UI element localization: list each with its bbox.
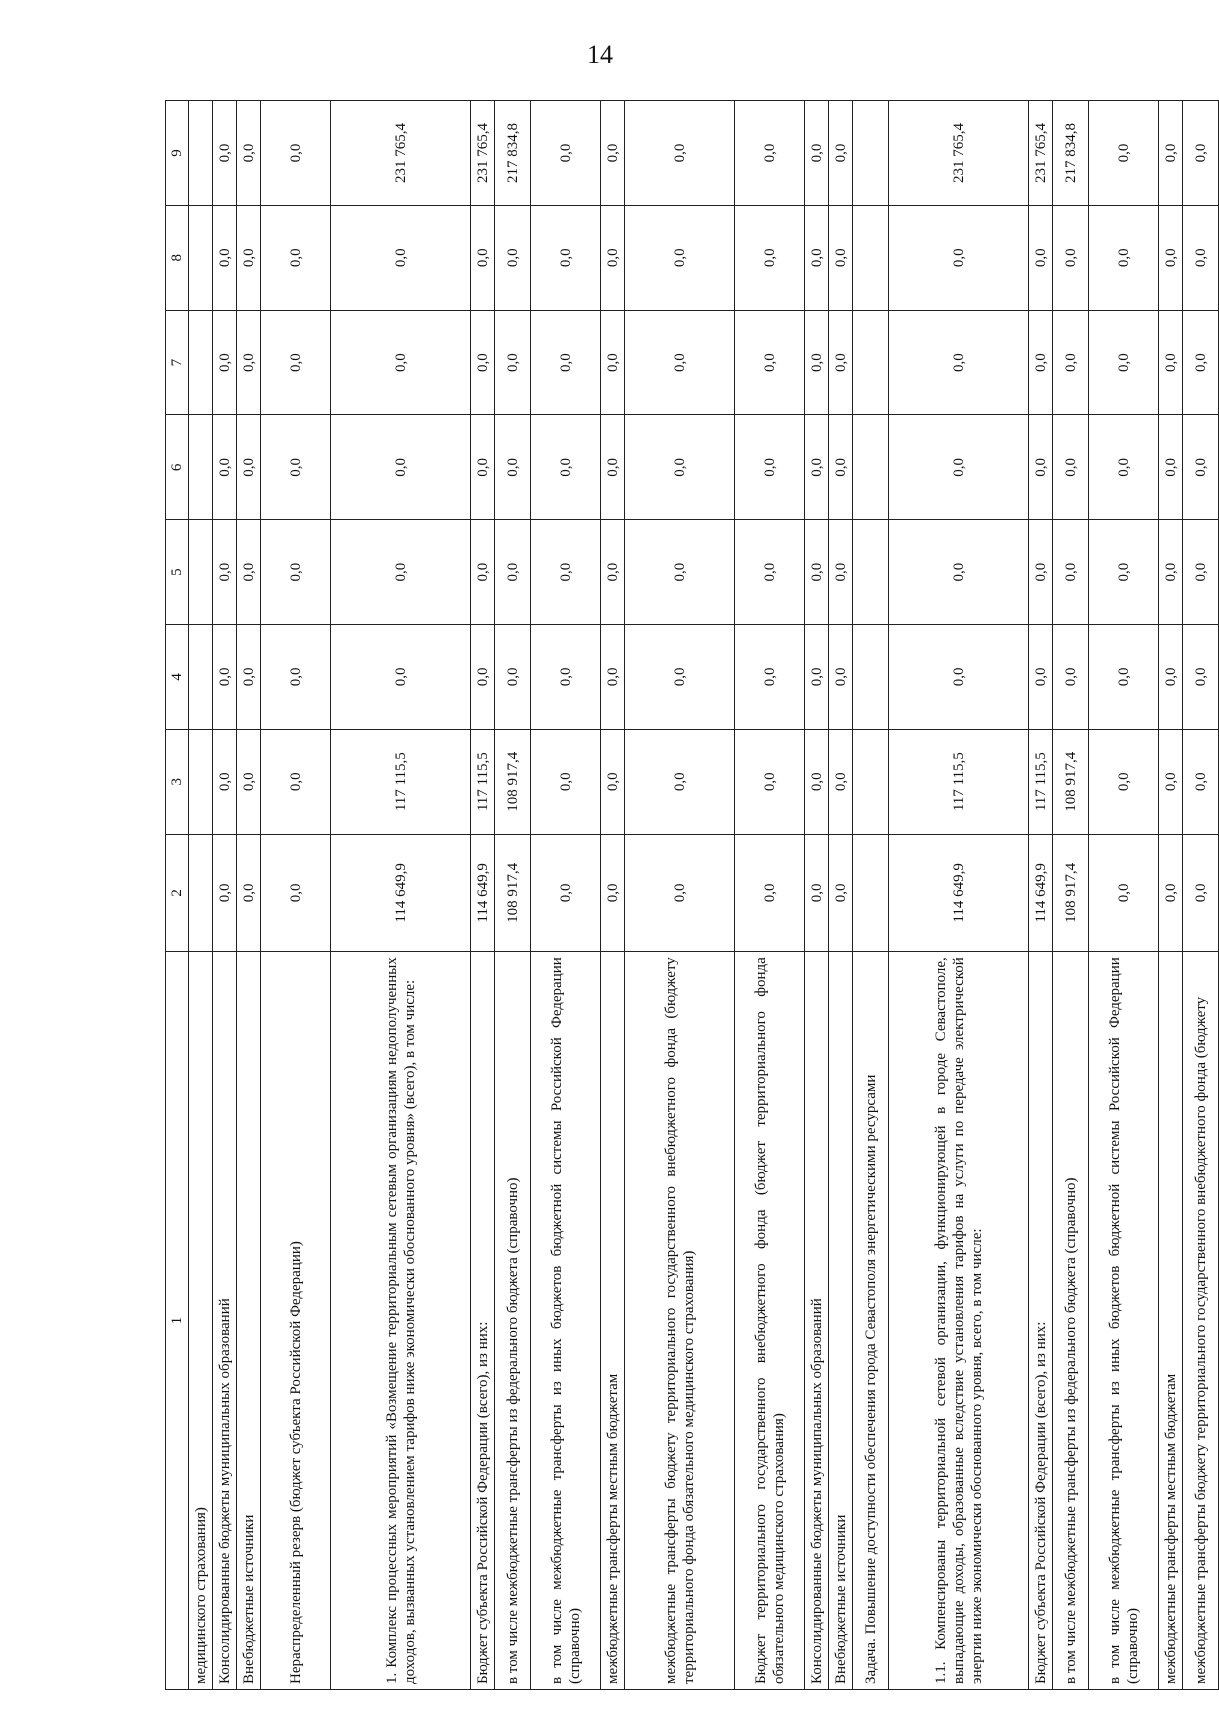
table-row [213, 101, 237, 1690]
cell-value: 0,0 [735, 101, 805, 206]
cell-value: 0,0 [331, 205, 471, 310]
cell-value: 0,0 [625, 520, 735, 625]
row-label: 1. Комплекс процессных мероприятий «Возмещение территориальным сетевым организациям недополученных доходов, вызванных установлением тарифов ниже экономически обоснованного уровня» (всего), в том числе: [331, 952, 471, 1690]
cell-value: 0,0 [805, 310, 829, 415]
cell-value: 217 834,8 [495, 101, 531, 206]
column-header: 2 [166, 834, 189, 952]
cell-value: 0,0 [213, 625, 237, 730]
cell-value: 0,0 [735, 205, 805, 310]
cell-value: 0,0 [1089, 310, 1159, 415]
cell-value: 0,0 [1183, 625, 1219, 730]
cell-value: 0,0 [889, 415, 1029, 520]
column-header: 9 [166, 101, 189, 206]
cell-value: 231 765,4 [471, 101, 495, 206]
cell-value: 0,0 [531, 205, 601, 310]
table-row [601, 101, 625, 1690]
cell-value [189, 415, 213, 520]
cell-value: 0,0 [471, 415, 495, 520]
cell-value: 0,0 [1159, 415, 1183, 520]
cell-value: 0,0 [213, 205, 237, 310]
cell-value: 0,0 [237, 310, 261, 415]
row-label: Бюджет субъекта Российской Федерации (всего), из них: [1029, 952, 1053, 1690]
cell-value: 0,0 [829, 101, 853, 206]
cell-value: 108 917,4 [1053, 729, 1089, 834]
cell-value: 0,0 [1089, 729, 1159, 834]
cell-value: 0,0 [1089, 520, 1159, 625]
cell-value: 0,0 [601, 834, 625, 952]
cell-value: 0,0 [495, 415, 531, 520]
cell-value [853, 834, 889, 952]
cell-value: 0,0 [829, 625, 853, 730]
cell-value: 0,0 [601, 520, 625, 625]
rotated-table-wrapper [165, 100, 1209, 1690]
cell-value: 0,0 [805, 625, 829, 730]
column-header: 3 [166, 729, 189, 834]
cell-value: 114 649,9 [889, 834, 1029, 952]
cell-value: 231 765,4 [889, 101, 1029, 206]
cell-value: 108 917,4 [495, 729, 531, 834]
column-header: 4 [166, 625, 189, 730]
cell-value: 0,0 [261, 310, 331, 415]
cell-value [189, 625, 213, 730]
cell-value: 0,0 [829, 520, 853, 625]
table-row [829, 101, 853, 1690]
cell-value: 0,0 [213, 310, 237, 415]
cell-value: 0,0 [1159, 729, 1183, 834]
cell-value: 0,0 [829, 310, 853, 415]
row-label: медицинского страхования) [189, 952, 213, 1690]
cell-value: 0,0 [735, 729, 805, 834]
row-label: в том числе межбюджетные трансферты из федерального бюджета (справочно) [1053, 952, 1089, 1690]
cell-value [853, 415, 889, 520]
cell-value: 0,0 [1159, 834, 1183, 952]
cell-value: 0,0 [829, 415, 853, 520]
cell-value: 0,0 [805, 101, 829, 206]
cell-value: 0,0 [625, 625, 735, 730]
cell-value: 0,0 [471, 205, 495, 310]
cell-value: 0,0 [237, 415, 261, 520]
table-row [1053, 101, 1089, 1690]
cell-value: 0,0 [1029, 415, 1053, 520]
row-label: Нераспределенный резерв (бюджет субъекта Российской Федерации) [261, 952, 331, 1690]
cell-value: 0,0 [889, 520, 1029, 625]
cell-value: 0,0 [805, 520, 829, 625]
cell-value: 0,0 [1053, 625, 1089, 730]
cell-value: 0,0 [601, 101, 625, 206]
table-row [853, 101, 889, 1690]
cell-value: 0,0 [261, 625, 331, 730]
cell-value: 114 649,9 [471, 834, 495, 952]
table-row [735, 101, 805, 1690]
cell-value: 0,0 [829, 729, 853, 834]
row-label: межбюджетные трансферты местным бюджетам [601, 952, 625, 1690]
table-row [531, 101, 601, 1690]
cell-value: 0,0 [471, 520, 495, 625]
cell-value [853, 310, 889, 415]
cell-value: 0,0 [805, 729, 829, 834]
row-label: Консолидированные бюджеты муниципальных образований [805, 952, 829, 1690]
cell-value: 0,0 [1089, 205, 1159, 310]
cell-value: 0,0 [531, 625, 601, 730]
cell-value [853, 205, 889, 310]
cell-value: 0,0 [735, 520, 805, 625]
cell-value [853, 729, 889, 834]
row-label: Бюджет субъекта Российской Федерации (всего), из них: [471, 952, 495, 1690]
row-label: Внебюджетные источники [829, 952, 853, 1690]
cell-value: 0,0 [471, 310, 495, 415]
cell-value: 0,0 [237, 834, 261, 952]
cell-value: 0,0 [331, 310, 471, 415]
cell-value: 0,0 [237, 520, 261, 625]
cell-value: 0,0 [601, 205, 625, 310]
cell-value: 0,0 [213, 729, 237, 834]
cell-value: 0,0 [261, 205, 331, 310]
row-label: межбюджетные трансферты местным бюджетам [1159, 952, 1183, 1690]
column-header: 8 [166, 205, 189, 310]
cell-value [853, 520, 889, 625]
cell-value: 0,0 [735, 310, 805, 415]
cell-value: 0,0 [1053, 205, 1089, 310]
cell-value: 0,0 [471, 625, 495, 730]
cell-value: 0,0 [213, 834, 237, 952]
column-header: 1 [166, 952, 189, 1690]
column-header: 7 [166, 310, 189, 415]
row-label: Консолидированные бюджеты муниципальных образований [213, 952, 237, 1690]
table-row [1089, 101, 1159, 1690]
cell-value: 0,0 [237, 205, 261, 310]
cell-value: 0,0 [1183, 101, 1219, 206]
row-label: в том числе межбюджетные трансферты из иных бюджетов бюджетной системы Российской Федерации (справочно) [1089, 952, 1159, 1690]
page-number: 14 [587, 40, 613, 69]
cell-value: 117 115,5 [471, 729, 495, 834]
cell-value [189, 834, 213, 952]
table-row [495, 101, 531, 1690]
cell-value: 0,0 [1089, 625, 1159, 730]
cell-value: 108 917,4 [495, 834, 531, 952]
cell-value: 0,0 [261, 520, 331, 625]
cell-value: 0,0 [1029, 205, 1053, 310]
cell-value: 0,0 [261, 729, 331, 834]
cell-value: 0,0 [331, 520, 471, 625]
cell-value: 0,0 [625, 310, 735, 415]
cell-value [853, 625, 889, 730]
cell-value: 0,0 [625, 101, 735, 206]
table-row [471, 101, 495, 1690]
cell-value: 0,0 [331, 625, 471, 730]
cell-value: 0,0 [625, 729, 735, 834]
cell-value: 0,0 [1183, 729, 1219, 834]
cell-value: 0,0 [261, 834, 331, 952]
row-label: межбюджетные трансферты бюджету территориального государственного внебюджетного фонда (бюджету [1183, 952, 1219, 1690]
column-header: 6 [166, 415, 189, 520]
cell-value: 217 834,8 [1053, 101, 1089, 206]
table-row [1183, 101, 1219, 1690]
cell-value: 0,0 [495, 310, 531, 415]
cell-value: 0,0 [829, 205, 853, 310]
cell-value: 0,0 [213, 101, 237, 206]
cell-value: 0,0 [601, 310, 625, 415]
budget-table [165, 100, 1219, 1690]
cell-value: 0,0 [625, 205, 735, 310]
cell-value: 0,0 [1029, 625, 1053, 730]
cell-value: 0,0 [735, 625, 805, 730]
row-label: в том числе межбюджетные трансферты из иных бюджетов бюджетной системы Российской Федерации (справочно) [531, 952, 601, 1690]
cell-value: 231 765,4 [1029, 101, 1053, 206]
column-header: 5 [166, 520, 189, 625]
row-label: в том числе межбюджетные трансферты из федерального бюджета (справочно) [495, 952, 531, 1690]
table-row [331, 101, 471, 1690]
cell-value: 0,0 [1089, 101, 1159, 206]
cell-value: 0,0 [1183, 205, 1219, 310]
cell-value: 0,0 [889, 205, 1029, 310]
cell-value: 0,0 [213, 415, 237, 520]
cell-value: 0,0 [237, 625, 261, 730]
cell-value: 0,0 [601, 729, 625, 834]
cell-value: 0,0 [1029, 310, 1053, 415]
cell-value: 117 115,5 [889, 729, 1029, 834]
table-row [889, 101, 1029, 1690]
table-body [189, 101, 1219, 1690]
table-row [625, 101, 735, 1690]
cell-value: 0,0 [213, 520, 237, 625]
cell-value: 0,0 [1183, 310, 1219, 415]
cell-value: 0,0 [805, 415, 829, 520]
cell-value: 0,0 [531, 834, 601, 952]
cell-value: 0,0 [1159, 520, 1183, 625]
cell-value: 0,0 [237, 729, 261, 834]
cell-value: 117 115,5 [1029, 729, 1053, 834]
cell-value: 0,0 [261, 415, 331, 520]
cell-value: 0,0 [1159, 101, 1183, 206]
table-row [189, 101, 213, 1690]
row-label: Бюджет территориального государственного внебюджетного фонда (бюджет территориального фонда обязательного медицинского страхования) [735, 952, 805, 1690]
cell-value: 0,0 [1183, 415, 1219, 520]
cell-value: 108 917,4 [1053, 834, 1089, 952]
cell-value: 231 765,4 [331, 101, 471, 206]
cell-value: 0,0 [735, 834, 805, 952]
cell-value: 0,0 [531, 415, 601, 520]
cell-value: 0,0 [625, 415, 735, 520]
table-row [237, 101, 261, 1690]
cell-value: 0,0 [531, 101, 601, 206]
cell-value: 0,0 [531, 310, 601, 415]
cell-value: 0,0 [495, 205, 531, 310]
cell-value [189, 520, 213, 625]
cell-value: 0,0 [1053, 520, 1089, 625]
cell-value: 0,0 [261, 101, 331, 206]
cell-value [189, 729, 213, 834]
cell-value: 0,0 [1029, 520, 1053, 625]
cell-value: 0,0 [1183, 834, 1219, 952]
cell-value: 0,0 [531, 729, 601, 834]
cell-value: 0,0 [531, 520, 601, 625]
cell-value: 114 649,9 [1029, 834, 1053, 952]
cell-value [189, 310, 213, 415]
cell-value: 0,0 [495, 625, 531, 730]
table-row [1159, 101, 1183, 1690]
cell-value: 0,0 [601, 415, 625, 520]
cell-value: 0,0 [889, 310, 1029, 415]
cell-value: 0,0 [601, 625, 625, 730]
cell-value: 0,0 [1053, 310, 1089, 415]
column-number-row [166, 101, 189, 1690]
cell-value: 117 115,5 [331, 729, 471, 834]
cell-value: 0,0 [625, 834, 735, 952]
row-label: 1.1. Компенсированы территориальной сетевой организации, функционирующей в городе Севастополе, выпадающие доходы, образованные вследствие установления тарифов на услуги по передаче электрической энергии ниже экономически обоснованного уровня, всего, в том числе: [889, 952, 1029, 1690]
cell-value: 0,0 [1183, 520, 1219, 625]
cell-value [189, 205, 213, 310]
cell-value: 0,0 [1159, 205, 1183, 310]
row-label: Внебюджетные источники [237, 952, 261, 1690]
cell-value: 0,0 [495, 520, 531, 625]
cell-value: 0,0 [1089, 415, 1159, 520]
cell-value: 0,0 [829, 834, 853, 952]
row-label: межбюджетные трансферты бюджету территориального государственного внебюджетного фонда (бюджету территориального фонда обязательного медицинского страхования) [625, 952, 735, 1690]
cell-value: 0,0 [237, 101, 261, 206]
cell-value [189, 101, 213, 206]
cell-value: 0,0 [1053, 415, 1089, 520]
cell-value: 0,0 [1159, 310, 1183, 415]
cell-value: 114 649,9 [331, 834, 471, 952]
cell-value [853, 101, 889, 206]
cell-value: 0,0 [805, 205, 829, 310]
cell-value: 0,0 [1089, 834, 1159, 952]
table-row [1029, 101, 1053, 1690]
cell-value: 0,0 [735, 415, 805, 520]
cell-value: 0,0 [1159, 625, 1183, 730]
table-row [805, 101, 829, 1690]
row-label: Задача. Повышение доступности обеспечения города Севастополя энергетическими ресурсами [853, 952, 889, 1690]
cell-value: 0,0 [331, 415, 471, 520]
cell-value: 0,0 [805, 834, 829, 952]
cell-value: 0,0 [889, 625, 1029, 730]
table-row [261, 101, 331, 1690]
